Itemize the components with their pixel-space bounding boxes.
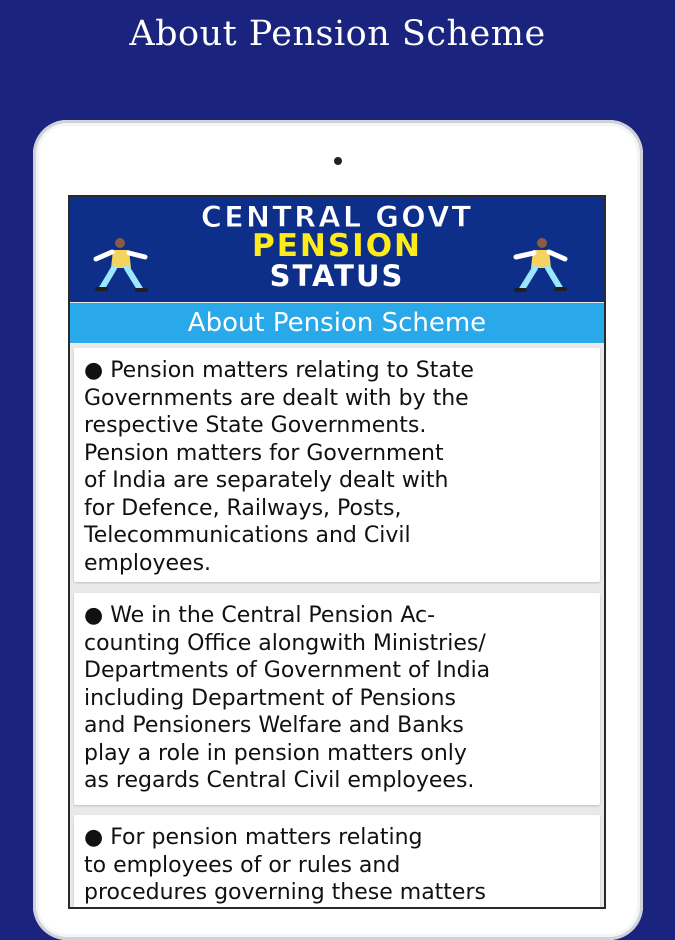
walking-person-right-icon — [500, 235, 580, 297]
banner-line-pension: PENSION — [252, 228, 422, 264]
camera-dot — [334, 157, 342, 165]
app-screen — [70, 197, 604, 907]
banner-line-status: STATUS — [269, 259, 405, 293]
section-title-bar: About Pension Scheme — [70, 303, 604, 343]
banner-line-central-govt: CENTRAL GOVT — [200, 200, 474, 234]
info-card — [74, 593, 600, 805]
info-card — [74, 348, 600, 582]
promo-title: About Pension Scheme — [129, 14, 546, 54]
info-card — [74, 815, 600, 907]
info-card-text: ● Pension matters relating to State Governments are dealt with by the respective State Governments. Pension matters for Government of India are separately dealt with for Defence, Railways, Posts, Telecommunications and Civil employees. — [84, 358, 474, 576]
info-card-text: ● We in the Central Pension Ac- counting Office alongwith Ministries/ Departments of Government of India including Department of Pensions and Pensioners Welfare and Banks play a role in pension matters only as regards Central Civil employees. — [84, 603, 491, 793]
app-banner — [70, 197, 604, 302]
info-card-text: ● For pension matters relating to employees of or rules and procedures governing these matters — [84, 825, 486, 905]
